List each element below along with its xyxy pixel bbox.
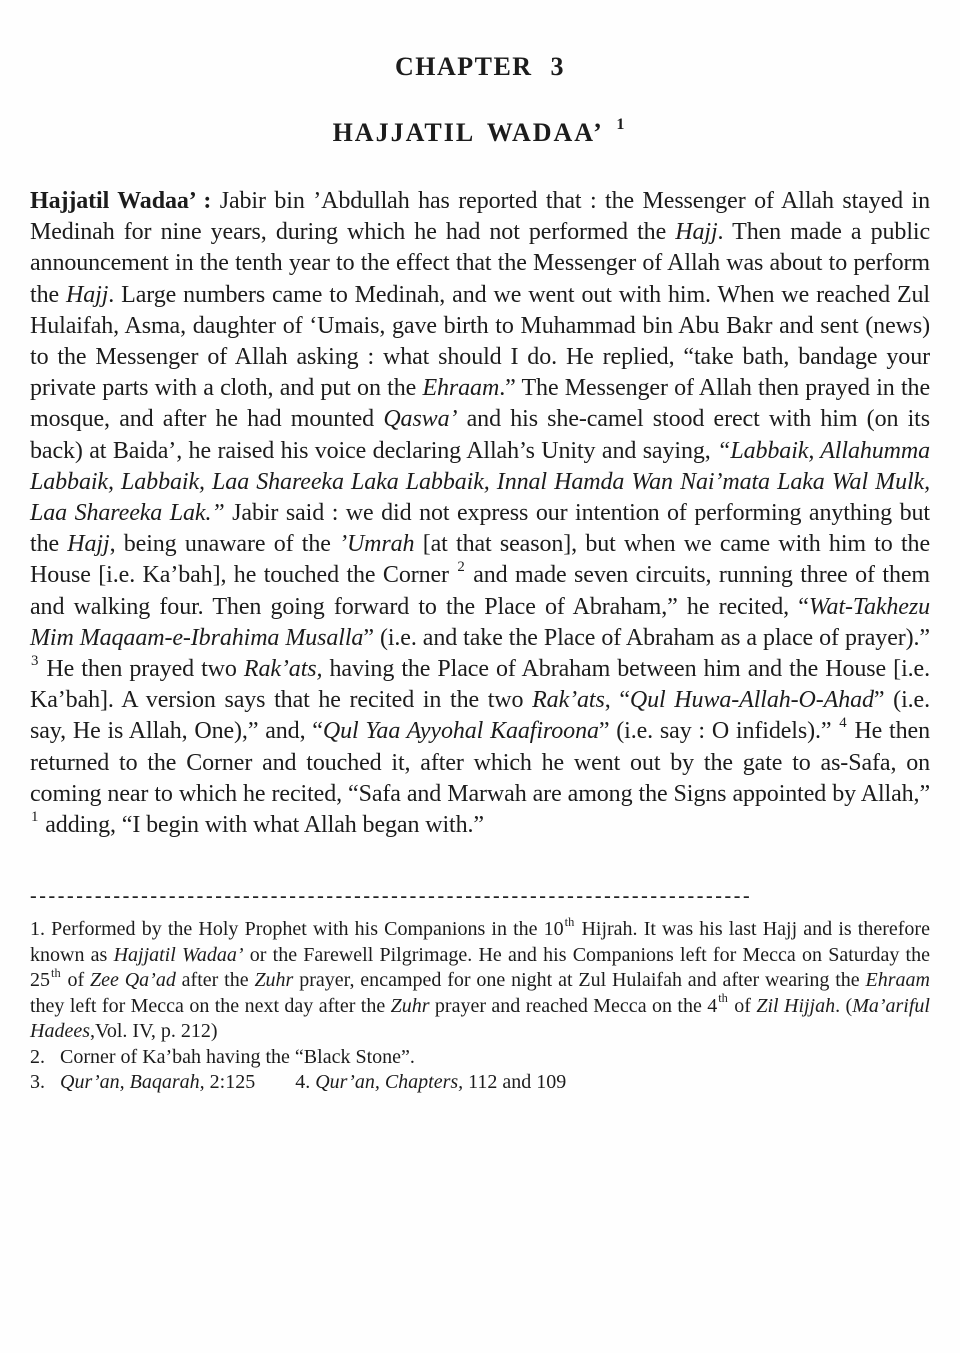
chapter-title: CHAPTER 3: [394, 52, 566, 81]
footnotes-section: [30, 914, 930, 1096]
footnote-3-4: 3. Qur’an, Baqarah, 2:125 4. Qur’an, Chapters, 112 and 109: [30, 1071, 567, 1094]
main-paragraph: Hajjatil Wadaa’ : Jabir bin ’Abdullah has reported that : the Messenger of Allah stayed in Medinah for nine years, during which he had not performed the Hajj. Then made a public announcement in the tenth year to the effect that the Messenger of Allah was about to perform the Hajj. Large numbers came to Medinah, and we went out with him. When we reached Zul Hulaifah, Asma, daughter of ‘Umais, gave birth to Muhammad bin Abu Bakr and sent (news) to the Messenger of Allah asking : what should I do. He replied, “take bath, bandage your private parts with a cloth, and put on the Ehraam.” The Messenger of Allah then prayed in the mosque, and after he had mounted Qaswa’ and his she-camel stood erect with him (on its back) at Baida’, he raised his voice declaring Allah’s Unity and saying, “Labbaik, Allahumma Labbaik, Labbaik, Laa Shareeka Laka Labbaik, Innal Hamda Wan Nai’mata Laka Wal Mulk, Laa Shareeka Lak.” Jabir said : we did not express our intention of performing anything but the Hajj, being unaware of the ’Umrah [at that season], but when we came with him to the House [i.e. Ka’bah], he touched the Corner $^2$ and made seven circuits, running three of them and walking four. Then going forward to the Place of Abraham,” he recited, “Wat-Takhezu Mim Maqaam-e-Ibrahima Musalla” (i.e. and take the Place of Abraham as a place of prayer).” $^3$ He then prayed two Rak’ats, having the Place of Abraham between him and the House [i.e. Ka’bah]. A version says that he recited in the two Rak’ats, “Qul Huwa-Allah-O-Ahad” (i.e. say, He is Allah, One),” and, “Qul Yaa Ayyohal Kaafiroona” (i.e. say : O infidels).” $^4$ He then returned to the Corner and touched it, after which he went out by the gate to as-Safa, on coming near to which he recited, “Safa and Marwah are among the Signs appointed by Allah,” $^1$ adding, “I begin with what Allah began with.”: [30, 188, 931, 839]
footnote-separator: ------------------------------------------------------------------------------: [30, 885, 753, 908]
footnote-2: 2. Corner of Ka’bah having the “Black Stone”.: [30, 1045, 415, 1068]
footnote-1: 1. Performed by the Holy Prophet with his Companions in the 10th Hijrah. It was his last Hajj and is therefore known as Hajjatil Wadaa’ or the Farewell Pilgrimage. He and his Companions left for Mecca on Saturday the 25th of Zee Qa’ad after the Zuhr prayer, encamped for one night at Zul Hulaifah and after wearing the Ehraam they left for Mecca on the next day after the Zuhr prayer and reached Mecca on the 4th of Zil Hijjah. (Ma’ariful Hadees,Vol. IV, p. 212): [30, 914, 930, 1043]
section-heading: HAJJATIL WADAA’ $^1$: [332, 116, 627, 147]
